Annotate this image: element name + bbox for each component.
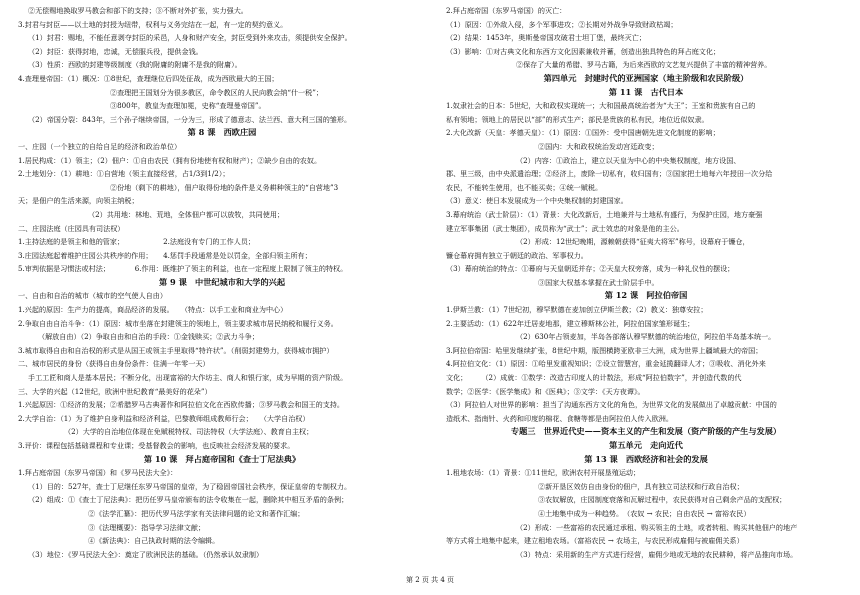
- text-line: 文化； （2）成就：①数学：改造古印度人的计数法，形成“阿拉伯数字”，并创造代数的代: [446, 373, 742, 383]
- text-line: 4.查理曼帝国：（1）概况：①8世纪，查理继位后四处征战，成为西欧最大的王国；: [18, 73, 279, 83]
- text-line: （2）形成：一些富裕的农民通过承租、购买领主的土地，或者转租、购买其他佃户的地产: [516, 522, 798, 532]
- text-line: （3）影响：①对古典文化和东西方文化因素兼收并蓄，创造出独具特色的拜占庭文化；: [446, 46, 721, 56]
- text-line: 1.兴起原因：①经济的发展；②希腊罗马古典著作和阿拉伯文化在西欧传播；③罗马教会和国王的支持。: [18, 400, 344, 410]
- text-line: 3.评价：课程包括基础课程和专业课；受基督教会的影响，也反映社会经济发展的要求。: [18, 441, 295, 450]
- text-line: 2.争取自由自治斗争：（1）原因：城市坐落在封建领主的领地上，领主要求城市居民纳税和履行义务。: [18, 318, 338, 328]
- text-line: 1.拜占庭帝国（东罗马帝国）和《罗马民法大全》：: [18, 468, 178, 478]
- text-line: 1.租地农场：（1）背景：①11世纪，欧洲农村开展垦殖运动；: [446, 468, 641, 478]
- text-line: （2）封臣：获得封地，忠诚，无偿服兵役，提供金钱。: [28, 46, 203, 56]
- text-line: ③800年，教皇为查理加冕，史称“查理曼帝国”。: [110, 101, 266, 111]
- text-line: （3）阿拉伯人对世界的影响：担当了沟通东西方文化的角色，为世界文化的发展做出了卓越贡献：中国的: [446, 400, 777, 410]
- left-column: [18, 4, 426, 561]
- text-line: （3）地位：《罗马民法大全》：奠定了欧洲民法的基础。（仍然承认奴隶制）: [28, 549, 264, 559]
- text-line: （2）内容：①政治上，建立以天皇为中心的中央集权制度，地方设国、: [516, 155, 741, 165]
- text-line: 2.土地划分：（1）耕地：①自营地（领主直接经营，占1/3到1/2）；: [18, 169, 230, 179]
- text-line: 2.大化改新（天皇：孝德天皇）：（1）原因：①国外：受中国唐朝先进文化制度的影响；: [446, 128, 720, 138]
- text-line: ②《法学汇纂》：把历代罗马法学家有关法律问题的论文和著作汇编；: [88, 508, 305, 518]
- text-line: ②保存了大量的希腊、罗马古籍，为后来西欧的文艺复兴提供了丰富的精神营养。: [516, 60, 772, 70]
- page-footer: 第 2 页 共 4 页: [405, 576, 455, 584]
- section-heading: 第 8 课 西欧庄园: [187, 127, 257, 138]
- text-line: 一、自由和自治的城市（城市的空气使人自由）: [18, 291, 167, 301]
- text-line: 3.庄园法庭起着维护庄园公共秩序的作用； 4.惩罚手段通常是处以罚金，全部归领主所有；: [18, 250, 312, 260]
- text-line: 天；是佃户的生活来源，向领主纳税；: [18, 196, 139, 206]
- text-line: （解放自由）（2）争取自由和自治的手段：①金钱赎买；②武力斗争；: [38, 332, 259, 342]
- text-line: ④《新法典》：自己执政时期的法令编辑。: [88, 536, 220, 546]
- text-line: ②份地（剩下的耕地），佃户取得份地的条件是义务耕种领主的“自营地”3: [110, 182, 339, 192]
- text-line: 三、大学的兴起（12世纪，欧洲中世纪教育“最美好的花朵”）: [18, 386, 212, 396]
- text-line: （3）特点：采用新的生产方式进行经营，雇佣少地或无地的农民耕种，将产品推向市场。: [516, 549, 798, 559]
- text-line: （2）结果：1453年，奥斯曼帝国攻破君士坦丁堡，最终灭亡；: [446, 33, 646, 43]
- text-line: （1）目的：527年，查士丁尼继任东罗马帝国的皇帝，为了稳固帝国社会秩序，保证皇帝的专制权力。: [28, 481, 352, 491]
- text-line: （2）大学的自治地位体现在免赋税特权、司法特权（大学法庭）、教育自主权；: [64, 427, 314, 437]
- text-line: （2）帝国分裂：843年，三个孙子继续帝国，一分为三，形成了德意志、法兰西、意大利三国的雏形。: [28, 114, 352, 124]
- text-line: （3）性质：西欧的封建等级制度（我的附庸的附庸不是我的附庸）。: [28, 60, 242, 70]
- text-line: 农民，不能转生使用，也不能买卖；④统一赋税。: [446, 182, 603, 192]
- text-line: ②查理把王国划分为很多教区，命令教区的人民向教会纳“什一税”；: [110, 87, 323, 97]
- text-line: ②新开垦区效仿自由身份的佃户，具有独立司法权和行政自治权；: [538, 481, 744, 491]
- text-line: 二、庄园法庭（庄园具有司法权）: [18, 223, 125, 233]
- text-line: （2）630年占领麦加，半岛各部落认穆罕默德的统治地位，阿拉伯半岛基本统一。: [516, 332, 776, 342]
- text-line: 5.审判依据是习惯法或村法； 6.作用：既维护了领主的利益，也在一定程度上限制了领主的特权。: [18, 264, 348, 274]
- text-line: 数学；②医学：《医学集成》和《医典》；③文学：《天方夜谭》。: [446, 386, 645, 396]
- text-line: （3）幕府统治的特点：①幕府与天皇朝廷并存；②天皇大权旁落，成为一种礼仪性的摆设；: [446, 264, 735, 274]
- text-line: 私有领地；领地上的居民以“部”的形式生产；部民是贵族的私有民，地位近似奴隶。: [446, 114, 709, 124]
- right-column: [446, 4, 846, 561]
- section-heading: 第五单元 走向近代: [609, 440, 683, 450]
- text-line: （1）封君：赐地，不能任意剥夺封臣的采邑，人身和财产安全，封臣受到外来攻击，须提供安全保护。: [28, 33, 352, 43]
- text-line: （2）形成：12世纪晚期，源赖朝获得“征夷大将军”称号，设幕府于镰仓，: [516, 237, 750, 247]
- text-line: （2）组成：①《查士丁尼法典》：把历任罗马皇帝颁布的法令收集在一起，删除其中相互矛盾的条例；: [28, 495, 349, 505]
- text-line: ②国内：大和政权统治发动宫廷政变；: [538, 141, 659, 151]
- text-line: 一、庄园（一个独立的自给自足的经济和政治单位）: [18, 141, 182, 151]
- text-line: 镰仓幕府拥有独立于朝廷的政治、军事权力。: [446, 250, 588, 260]
- text-line: 2.主要活动：（1）622年迁居麦地那，建立穆斯林公社，阿拉伯国家雏形诞生；: [446, 318, 695, 328]
- text-line: 1.伊斯兰教：（1）7世纪初，穆罕默德在麦加创立伊斯兰教；（2）教义：独尊安拉；: [446, 305, 708, 315]
- section-heading: 第 11 课 古代日本: [608, 86, 684, 97]
- text-line: 3.城市取得自由和自治权的形式是从国王或领主手里取得“特许状”。（削弱封建势力，获得城市拥护）: [18, 345, 334, 355]
- text-line: 3.阿拉伯帝国：哈里发继续扩张，8世纪中期，版图横跨亚欧非三大洲，成为世界上疆域最大的帝国；: [446, 345, 763, 355]
- text-line: 二、城市居民的身份（获得自由身份条件：住满一年零一天）: [18, 359, 210, 369]
- text-line: 手工工匠和商人是基本居民；不断分化，出现富裕的大作坊主、商人和银行家，成为早期的资产阶级。: [28, 373, 348, 383]
- text-line: 3.幕府统治（武士阶层）：（1）背景：大化改新后，土地兼并与土地私有盛行，为保护庄园，地方豪强: [446, 209, 763, 219]
- text-line: 1.兴起的原因：生产力的提高，商品经济的发展。 （特点：以手工业和商业为中心）: [18, 305, 288, 315]
- text-line: ④土地集中成为一种趋势。 （农奴 → 农民；自由农民 → 富裕农民）: [538, 508, 751, 518]
- text-line: ③国家大权基本掌握在武士阶层手中。: [538, 277, 659, 287]
- text-line: 4.阿拉伯文化：（1）原因：①哈里发重视知识；②设立智慧宫，重金延揽翻译人才；③吸收、消化外来: [446, 359, 766, 369]
- section-heading: 第 9 课 中世纪城市和大学的兴起: [158, 276, 286, 287]
- text-line: 造纸术、指南针、火药和印度的棉花、食糖等都是由阿拉伯人传入欧洲。: [446, 413, 673, 423]
- text-line: 1.主持法庭的是领主和他的管家； 2.法庭没有专门的工作人员；: [18, 237, 255, 247]
- text-line: 等方式将土地集中起来，建立租地农场。（富裕农民 → 农场主，与农民形成雇佣与被雇佣关系）: [446, 536, 744, 546]
- section-heading: 第 13 课 西欧经济和社会的发展: [584, 453, 708, 464]
- text-line: ③《法理概要》：指导学习法律文献；: [88, 522, 206, 532]
- section-heading: 第 10 课 拜占庭帝国和《查士丁尼法典》: [143, 453, 301, 464]
- text-line: （1）原因：①外敌入侵，多个军事进攻；②长期对外战争导致财政枯竭；: [446, 19, 678, 29]
- text-line: 郡、里三级，由中央派遣治理；②经济上，废除一切私有，收归国有；③国家把土地每六年授田一次分给: [446, 169, 773, 179]
- text-line: 2.拜占庭帝国（东罗马帝国）的灭亡：: [446, 6, 567, 15]
- text-line: ②无偿赐地换取罗马教会和部下的支持；③不断对外扩张，实力强大。: [28, 6, 248, 15]
- section-heading: 第 12 课 阿拉伯帝国: [604, 290, 688, 301]
- text-line: （3）意义：使日本发展成为一个中央集权制的封建国家。: [446, 196, 628, 206]
- text-line: （2）共用地：林地、荒地，全体佃户都可以放牧，共同使用；: [88, 209, 285, 219]
- text-line: 1.奴隶社会的日本：5世纪，大和政权实现统一；大和国最高统治者为“大王”；王室和贵族有自己的: [446, 101, 756, 111]
- section-heading: 第四单元 封建时代的亚洲国家（地主阶级和农民阶级）: [543, 72, 749, 83]
- text-line: 建立军事集团（武士集团），成员称为“武士”；武士效忠的对象是他的主公。: [446, 223, 684, 233]
- text-line: 3.封君与封臣——以土地的封授为纽带，权利与义务完结在一起，有一定的契约意义。: [18, 19, 288, 29]
- text-line: 1.居民构成：（1）领主；（2）佃户：①自由农民（拥有份地使有权和财产）；②缺少自由的农奴。: [18, 155, 322, 165]
- text-line: ③农奴解放，庄园制度衰落和瓦解过程中，农民获得对自己剩余产品的支配权；: [538, 495, 787, 505]
- text-line: 2.大学自治：（1）为了维护自身利益和经济利益，巴黎教师组成教师行会； （大学自治权）: [18, 413, 310, 423]
- section-heading: 专题三 世界近代史——资本主义的产生和发展（资产阶级的产生与发展）: [510, 426, 782, 437]
